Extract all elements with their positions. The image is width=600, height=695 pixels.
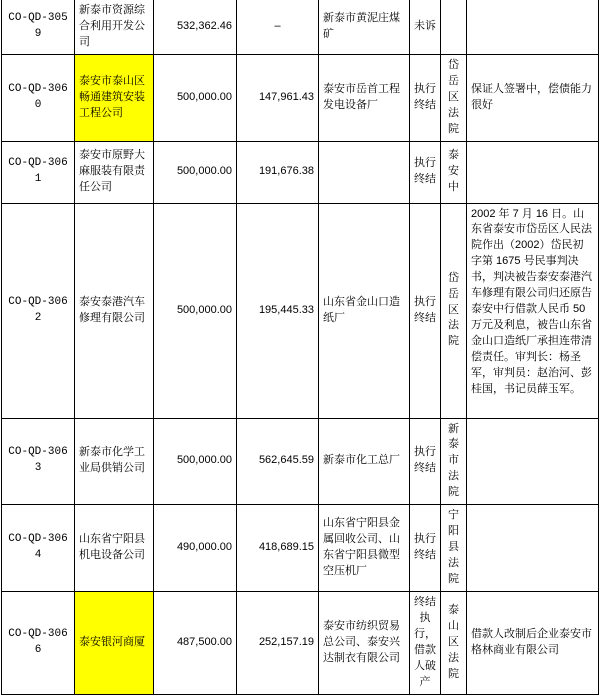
cell-status: 终结执行，借款人破产	[410, 591, 441, 694]
cell-status: 执行终结	[410, 141, 441, 203]
table-row	[2, 141, 599, 203]
cell-code: CO-QD-3064	[2, 505, 75, 592]
cell-court: 岱岳区法院	[441, 203, 467, 418]
cell-court: 岱岳区法院	[441, 54, 467, 141]
cell-interest: –	[237, 0, 319, 54]
cell-court: 泰安中	[441, 141, 467, 203]
cell-principal: 500,000.00	[154, 141, 237, 203]
cell-debtor: 泰安泰港汽车修理有限公司	[75, 203, 154, 418]
cell-principal: 500,000.00	[154, 418, 237, 505]
cell-interest: 195,445.33	[237, 203, 319, 418]
cell-interest: 418,689.15	[237, 505, 319, 592]
cell-interest: 191,676.38	[237, 141, 319, 203]
cell-code: CO-QD-3066	[2, 591, 75, 694]
cell-remark	[467, 141, 599, 203]
debt-ledger-table	[1, 0, 599, 695]
cell-code: CO-QD-3061	[2, 141, 75, 203]
cell-creditor: 山东省金山口造纸厂	[319, 203, 410, 418]
cell-debtor: 泰安银河商厦	[75, 591, 154, 694]
cell-creditor: 新泰市化工总厂	[319, 418, 410, 505]
cell-status: 执行终结	[410, 54, 441, 141]
cell-creditor: 山东省宁阳县金属回收公司、山东省宁阳县微型空压机厂	[319, 505, 410, 592]
cell-interest: 252,157.19	[237, 591, 319, 694]
cell-debtor: 新泰市资源综合利用开发公司	[75, 0, 154, 54]
cell-principal: 532,362.46	[154, 0, 237, 54]
cell-code: CO-QD-3062	[2, 203, 75, 418]
table-row	[2, 591, 599, 694]
cell-remark: 借款人改制后企业泰安市格林商业有限公司	[467, 591, 599, 694]
cell-creditor: 新泰市黄泥庄煤矿	[319, 0, 410, 54]
cell-principal: 500,000.00	[154, 203, 237, 418]
cell-interest: 562,645.59	[237, 418, 319, 505]
cell-principal: 490,000.00	[154, 505, 237, 592]
cell-court: 泰山区法院	[441, 591, 467, 694]
cell-debtor: 泰安市泰山区畅通建筑安装工程公司	[75, 54, 154, 141]
cell-debtor: 山东省宁阳县机电设备公司	[75, 505, 154, 592]
cell-debtor: 新泰市化学工业局供销公司	[75, 418, 154, 505]
cell-court	[441, 0, 467, 54]
cell-remark: 2002 年 7 月 16 日。山东省泰安市岱岳区人民法院作出（2002）岱民初字第 1675 号民事判决书，判决被告泰安泰港汽车修理有限公司归还原告泰安中行借款人民币 50 万元及利息，被告山东省金山口造纸厂承担连带清偿责任。审判长：杨圣军，审判员：赵治河、彭桂国，书记员薛玉军。	[467, 203, 599, 418]
cell-creditor: 泰安市纺织贸易总公司、泰安兴达制衣有限公司	[319, 591, 410, 694]
cell-debtor: 泰安市原野大麻服装有限责任公司	[75, 141, 154, 203]
table-row	[2, 505, 599, 592]
cell-status: 执行终结	[410, 505, 441, 592]
cell-remark	[467, 418, 599, 505]
cell-creditor: 泰安市岳首工程发电设备厂	[319, 54, 410, 141]
table-row	[2, 203, 599, 418]
cell-remark	[467, 0, 599, 54]
table-row	[2, 0, 599, 54]
table-row	[2, 54, 599, 141]
cell-court: 新泰市法院	[441, 418, 467, 505]
cell-status: 执行终结	[410, 418, 441, 505]
cell-court: 宁阳县法院	[441, 505, 467, 592]
cell-principal: 500,000.00	[154, 54, 237, 141]
cell-principal: 487,500.00	[154, 591, 237, 694]
cell-interest: 147,961.43	[237, 54, 319, 141]
cell-code: CO-QD-3063	[2, 418, 75, 505]
cell-status: 执行终结	[410, 203, 441, 418]
cell-creditor	[319, 141, 410, 203]
table-row	[2, 418, 599, 505]
cell-status: 未诉	[410, 0, 441, 54]
cell-code: CO-QD-3059	[2, 0, 75, 54]
cell-code: CO-QD-3060	[2, 54, 75, 141]
cell-remark: 保证人签署中，偿债能力很好	[467, 54, 599, 141]
cell-remark	[467, 505, 599, 592]
